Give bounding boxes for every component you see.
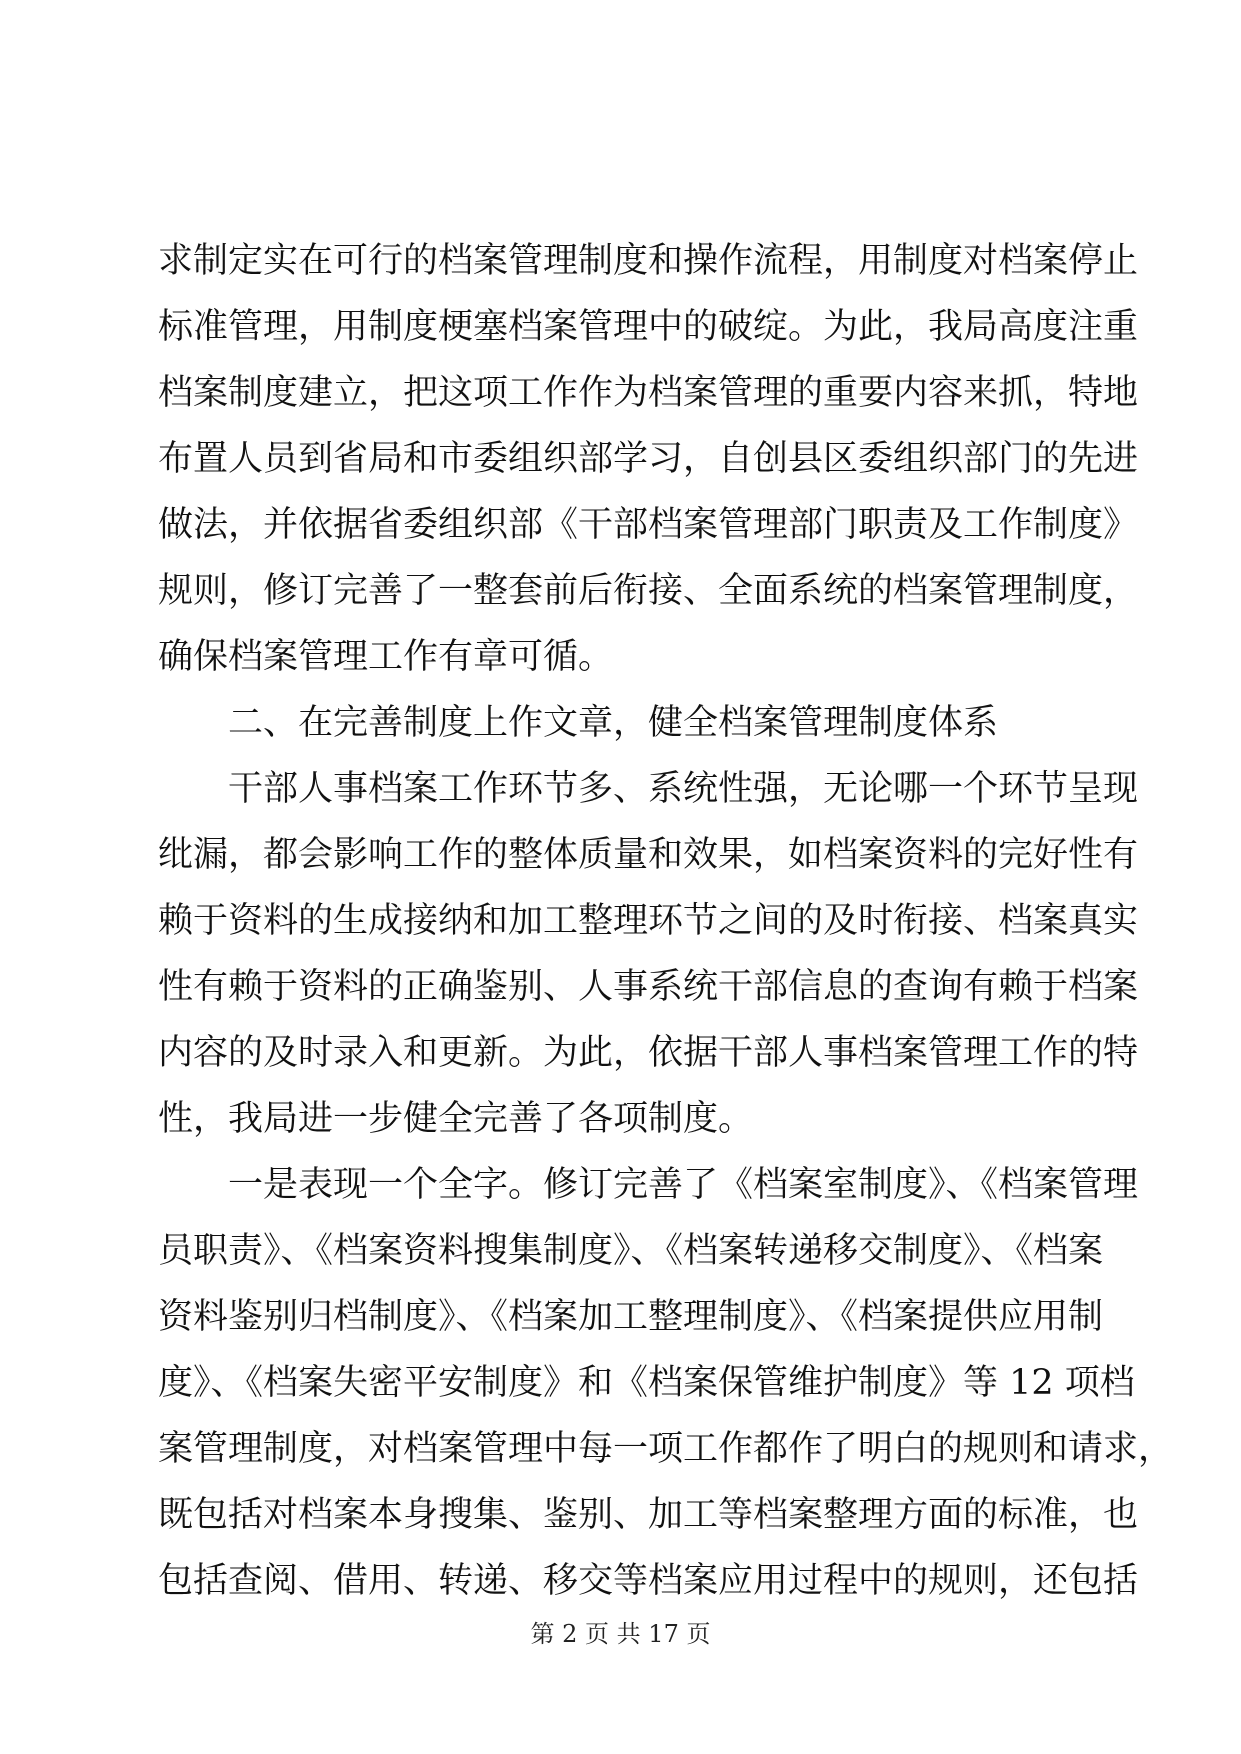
body-line-4: 布置人员到省局和市委组织部学习，自创县区委组织部门的先进 bbox=[158, 439, 1139, 479]
body-line-9: 干部人事档案工作环节多、系统性强，无论哪一个环节呈现 bbox=[228, 769, 1139, 809]
body-line-6: 规则，修订完善了一整套前后衔接、全面系统的档案管理制度， bbox=[158, 571, 1139, 611]
body-line-21: 包括查阅、借用、转递、移交等档案应用过程中的规则，还包括 bbox=[158, 1561, 1139, 1601]
body-line-15: 一是表现一个全字。修订完善了《档案室制度》、《档案管理 bbox=[228, 1165, 1139, 1205]
body-line-11: 赖于资料的生成接纳和加工整理环节之间的及时衔接、档案真实 bbox=[158, 901, 1139, 941]
body-line-3: 档案制度建立，把这项工作作为档案管理的重要内容来抓，特地 bbox=[158, 373, 1139, 413]
body-line-19: 案管理制度，对档案管理中每一项工作都作了明白的规则和请求， bbox=[158, 1429, 1174, 1469]
body-line-16: 员职责》、《档案资料搜集制度》、《档案转递移交制度》、《档案 bbox=[158, 1231, 1104, 1271]
body-line-2: 标准管理，用制度梗塞档案管理中的破绽。为此，我局高度注重 bbox=[158, 307, 1139, 347]
page-number: 第 2 页 共 17 页 bbox=[530, 1620, 711, 1648]
section-heading: 二、在完善制度上作文章，健全档案管理制度体系 bbox=[228, 703, 999, 743]
body-line-17: 资料鉴别归档制度》、《档案加工整理制度》、《档案提供应用制 bbox=[158, 1297, 1104, 1337]
body-line-1: 求制定实在可行的档案管理制度和操作流程，用制度对档案停止 bbox=[158, 241, 1139, 281]
document-body bbox=[158, 228, 1174, 1614]
body-line-5: 做法，并依据省委组织部《干部档案管理部门职责及工作制度》 bbox=[158, 505, 1139, 545]
body-line-7: 确保档案管理工作有章可循。 bbox=[158, 637, 614, 677]
body-line-13: 内容的及时录入和更新。为此，依据干部人事档案管理工作的特 bbox=[158, 1033, 1139, 1073]
body-line-14: 性，我局进一步健全完善了各项制度。 bbox=[158, 1099, 754, 1139]
body-line-10: 纰漏，都会影响工作的整体质量和效果，如档案资料的完好性有 bbox=[158, 835, 1139, 875]
body-line-12: 性有赖于资料的正确鉴别、人事系统干部信息的查询有赖于档案 bbox=[158, 967, 1139, 1007]
body-line-18: 度》、《档案失密平安制度》和《档案保管维护制度》等 12 项档 bbox=[158, 1363, 1135, 1403]
body-line-20: 既包括对档案本身搜集、鉴别、加工等档案整理方面的标准，也 bbox=[158, 1495, 1139, 1535]
